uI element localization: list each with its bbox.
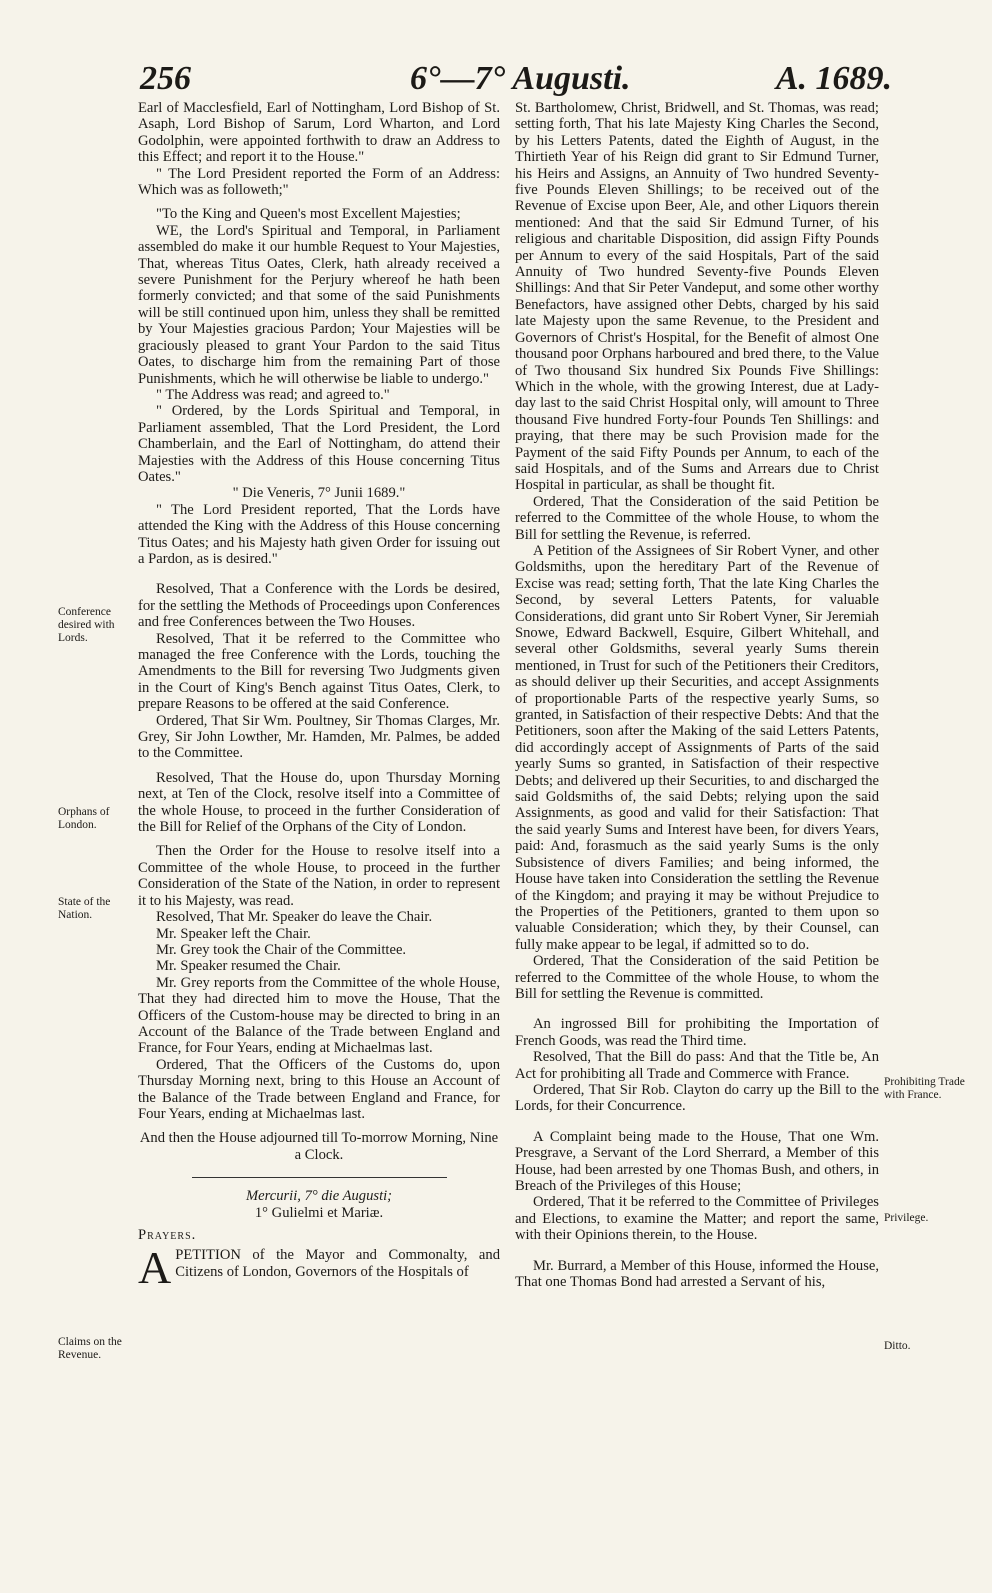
paragraph: Mr. Burrard, a Member of this House, informed the House, That one Thomas Bond had arrested a Servant of his, bbox=[515, 1257, 879, 1291]
header-year: A. 1689. bbox=[775, 60, 892, 97]
left-column bbox=[138, 100, 500, 1294]
paragraph: An ingrossed Bill for prohibiting the Importation of French Goods, was read the Third time. bbox=[515, 1016, 879, 1049]
margin-note-ditto: Ditto. bbox=[884, 1340, 911, 1352]
paragraph: Mr. Speaker left the Chair. bbox=[156, 925, 311, 942]
paragraph: Then the Order for the House to resolve itself into a Committee of the whole House, to proceed in the further Consideration of the State of the Nation, in order to represent it to his Majesty, was read. bbox=[138, 843, 500, 909]
margin-note-conference: Conference desired with Lords. bbox=[58, 606, 115, 644]
paragraph: Resolved, That Mr. Speaker do leave the Chair. bbox=[156, 909, 433, 926]
paragraph: Mr. Grey took the Chair of the Committee. bbox=[156, 941, 407, 958]
paragraph: Ordered, That Sir Rob. Clayton do carry up the Bill to the Lords, for their Concurrence. bbox=[515, 1081, 879, 1115]
paragraph: " Ordered, by the Lords Spiritual and Temporal, in Parliament assembled, That the Lord President, the Lord Chamberlain, and the Earl of Nottingham, do attend their Majesties with the Address of this House concerning Titus Oates." bbox=[138, 403, 500, 485]
paragraph: "To the King and Queen's most Excellent Majesties; bbox=[156, 206, 461, 223]
paragraph: Resolved, That a Conference with the Lords be desired, for the settling the Methods of Proceedings upon Conferences and free Conferences between the Two Houses. bbox=[138, 581, 500, 631]
paragraph: Ordered, That it be referred to the Committee of Privileges and Elections, to examine the Matter; and report the same, with their Opinions therein, to the House. bbox=[515, 1194, 879, 1244]
paragraph: Resolved, That it be referred to the Committee who managed the free Conference with the Lords, touching the Amendments to the Bill for reversing Two Judgments given in the Court of King's Bench against Titus Oates, Clerk, to prepare Reasons to be offered at the said Conference. bbox=[138, 630, 500, 713]
paragraph: " The Lord President reported, That the Lords have attended the King with the Address of this House concerning Titus Oates; and his Majesty hath given Order for issuing out a Pardon, as is desired." bbox=[138, 501, 500, 567]
paragraph: St. Bartholomew, Christ, Bridwell, and St. Thomas, was read; setting forth, That his late Majesty King Charles the Second, by his Letters Patents, dated the Eighth of August, in the Thirtieth Year of his Reign did grant to Sir Edmund Turner, his Heirs and Assigns, an Annuity of Two hundred Seventy-five Pounds Eleven Shillings; to be received out of the Revenue of Excise upon Beer, Ale, and other Liquors therein mentioned: And that the said Sir Edmund Turner, of his religious and charitable Disposition, did assign Fifty Pounds per Annum to every of the said Hospitals, Part of the said Annuity of Two hundred Seventy-five Pounds Eleven Shillings: And that Sir Peter Vandeput, and some other worthy Benefactors, have assigned other Debts, charged by his said late Majesty upon the same Revenue, to the President and Governors of Christ's Hospital, for the Benefit of almost One thousand poor Orphans harboured and bred there, to the Value of Two thousand Six hundred Six Pounds Five Shillings: Which in the whole, with the growing Interest, due at Lady-day last to the said Christ Hospital only, will amount to Three thousand Five hundred Forty-four Pounds Ten Shillings: and praying, that there may be such Provision made for the Payment of the said Fifty Pounds per Annum, to each of the said Hospitals, and of the Sums and Arrears due to Christ Hospital in particular, as shall be thought fit. bbox=[515, 100, 879, 494]
paragraph: Ordered, That the Consideration of the said Petition be referred to the Committee of the whole House, to whom the Bill for settling the Revenue, is referred. bbox=[515, 493, 879, 543]
margin-note-state: State of the Nation. bbox=[58, 896, 111, 921]
paragraph: Mr. Speaker resumed the Chair. bbox=[156, 958, 341, 975]
petition-text: PETITION of the Mayor and Commonalty, and Citizens of London, Governors of the Hospitals of bbox=[175, 1247, 500, 1280]
paragraph: A Complaint being made to the House, That one Wm. Presgrave, a Servant of the Lord Sherrard, a Member of this House, had been arrested by one Thomas Bush, and others, in Breach of the Privileges of this House; bbox=[515, 1128, 879, 1194]
page-header bbox=[140, 60, 892, 100]
paragraph: " The Address was read; and agreed to." bbox=[156, 386, 390, 403]
divider bbox=[192, 1177, 447, 1178]
header-date: 6°—7° Augusti. bbox=[410, 60, 631, 97]
paragraph: Ordered, That the Officers of the Customs do, upon Thursday Morning next, bring to this House an Account of the Balance of the Trade between England and France, for Four Years, ending at Michaelmas last. bbox=[138, 1056, 500, 1122]
paragraph: Earl of Macclesfield, Earl of Nottingham, Lord Bishop of St. Asaph, Lord Bishop of Sarum, Lord Wharton, and Lord Godolphin, were appointed forthwith to draw an Address to this Effect; and report it to the House." bbox=[138, 100, 500, 166]
margin-note-orphans: Orphans of London. bbox=[58, 806, 110, 831]
page-number: 256 bbox=[140, 60, 191, 97]
paragraph: Ordered, That the Consideration of the said Petition be referred to the Committee of the whole House, to whom the Bill for settling the Revenue is committed. bbox=[515, 953, 879, 1002]
sitting-date: Mercurii, 7° die Augusti; bbox=[245, 1188, 393, 1205]
paragraph: Resolved, That the Bill do pass: And that the Title be, An Act for prohibiting all Trade and Commerce with France. bbox=[515, 1049, 879, 1082]
regnal-year: 1° Gulielmi et Mariæ. bbox=[254, 1204, 384, 1221]
right-column bbox=[515, 100, 879, 1290]
paragraph: " Die Veneris, 7° Junii 1689." bbox=[232, 485, 406, 502]
drop-cap: A bbox=[138, 1242, 172, 1294]
margin-note-claims: Claims on the Revenue. bbox=[58, 1336, 122, 1361]
prayers-heading: Prayers. bbox=[138, 1227, 197, 1243]
margin-note-privilege: Privilege. bbox=[884, 1212, 929, 1224]
paragraph: A Petition of the Assignees of Sir Robert Vyner, and other Goldsmiths, upon the hereditary Part of the Revenue of Excise was read; setting forth, That the late King Charles the Second, by several Letters Patents, for valuable Considerations, did grant unto Sir Robert Vyner, Sir Jeremiah Snowe, Edward Backwell, Esquire, Gilbert Whitehall, and several other Goldsmiths, several yearly Sums therein mentioned, in Trust for such of the Petitioners their Creditors, as should deliver up their Securities, and accept Assignments of proportionable Parts of the respective yearly Sums, so granted, in Satisfaction of their respective Debts: And that the Petitioners, soon after the Making of the said Letters Patents, did accordingly accept of Assignments of Parts of the said yearly Sums so granted, in Satisfaction of their respective Debts; and delivered up their Securities, to and discharged the said Goldsmiths of, the said Debts; relying upon the said Assignments, as good and valid for their Satisfaction: That the said yearly Sums and Interest have been, for divers Years, paid: And, forasmuch as the said yearly Sums is the only Subsistence of divers Families; and being informed, the House have taken into Consideration the settling the Revenue of the Kingdom; and praying it may be without Prejudice to the Properties of the Petitioners, granted to them upon so valuable Consideration; which they, by their Counsel, can fully make appear to be legal, if admitted so to do. bbox=[515, 542, 879, 953]
adjournment: And then the House adjourned till To-morrow Morning, Nine a Clock. bbox=[139, 1130, 499, 1163]
margin-note-prohibiting: Prohibiting Trade with France. bbox=[884, 1076, 965, 1101]
paragraph: Ordered, That Sir Wm. Poultney, Sir Thomas Clarges, Mr. Grey, Sir John Lowther, Mr. Hamden, Mr. Palmes, be added to the Committee. bbox=[138, 712, 500, 762]
paragraph: Resolved, That the House do, upon Thursday Morning next, at Ten of the Clock, resolve itself into a Committee of the whole House, to proceed in the further Consideration of the Bill for Relief of the Orphans of the City of London. bbox=[138, 769, 500, 836]
petition-opening bbox=[138, 1242, 500, 1294]
paragraph: WE, the Lord's Spiritual and Temporal, in Parliament assembled do make it our humble Request to Your Majesties, That, whereas Titus Oates, Clerk, hath already received a severe Punishment for the Perjury whereof he hath been formerly convicted; and that some of the said Punishments will be still continued upon him, unless they shall be remitted by Your Majesties gracious Pardon; Your Majesties will be graciously pleased to grant Your Pardon to the said Titus Oates, to discharge him from the remaining Part of those Punishments, which he will otherwise be liable to undergo." bbox=[138, 222, 500, 387]
paragraph: " The Lord President reported the Form of an Address: Which was as followeth;" bbox=[138, 165, 500, 199]
paragraph: Mr. Grey reports from the Committee of the whole House, That they had directed him to move the House, That the Officers of the Custom-house may be directed to bring in an Account of the Balance of the Trade between England and France, for Four Years, ending at Michaelmas last. bbox=[138, 974, 500, 1057]
